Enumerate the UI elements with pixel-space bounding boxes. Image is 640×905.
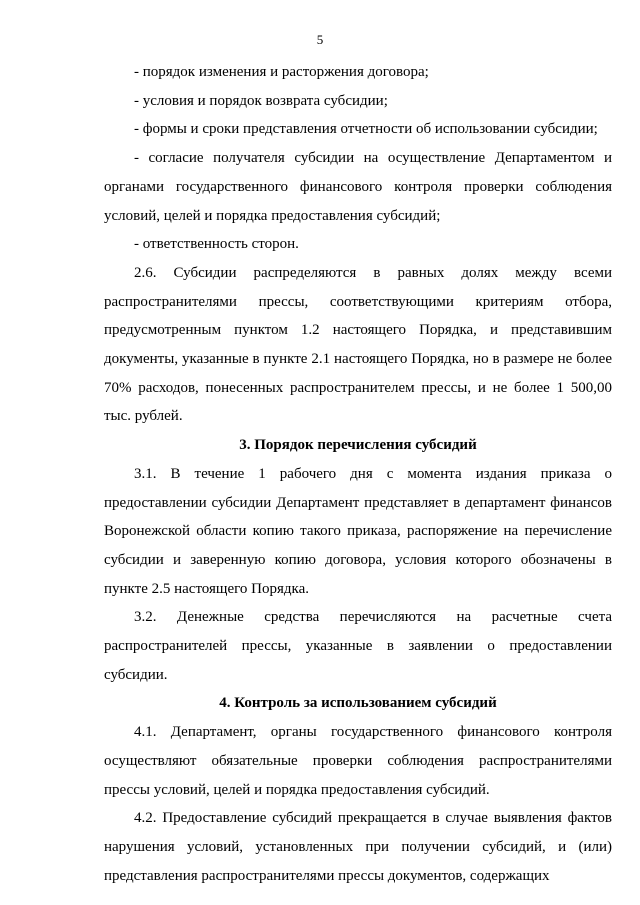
list-item-consent: - согласие получателя субсидии на осуществление Департаментом и органами государственного финансового контроля проверки соблюдения условий, целей и порядка предоставления субсидий; [104,150,612,224]
list-item-subsidy-return: - условия и порядок возврата субсидии; [134,92,388,109]
paragraph-4-1: 4.1. Департамент, органы государственного финансового контроля осуществляют обязательные проверки соблюдения распространителями прессы условий, целей и порядка предоставления субсидий. [104,724,612,798]
section-heading-4: 4. Контроль за использованием субсидий [219,695,497,712]
document-body [104,58,612,890]
page-number: 5 [316,32,324,47]
paragraph-4-2: 4.2. Предоставление субсидий прекращается в случае выявления фактов нарушения условий, установленных при получении субсидий, и (или) представления распространителями прессы документов, содержащих [104,810,612,884]
list-item-reporting: - формы и сроки представления отчетности об использовании субсидии; [134,121,598,138]
paragraph-3-2: 3.2. Денежные средства перечисляются на расчетные счета распространителей прессы, указанные в заявлении о предоставлении субсидии. [104,609,612,683]
list-item-contract-change: - порядок изменения и расторжения договора; [134,64,429,80]
section-heading-3: 3. Порядок перечисления субсидий [239,437,477,454]
paragraph-2-6: 2.6. Субсидии распределяются в равных долях между всеми распространителями прессы, соответствующими критериям отбора, предусмотренным пунктом 1.2 настоящего Порядка, и представившим документы, указанные в пункте 2.1 настоящего Порядка, но в размере не более 70% расходов, понесенных распространителем прессы, и не более 1 500,00 тыс. рублей. [104,264,612,425]
paragraph-3-1: 3.1. В течение 1 рабочего дня с момента издания приказа о предоставлении субсидии Департамент представляет в департамент финансов Воронежской области копию такого приказа, распоряжение на перечисление субсидии и заверенную копию договора, условия которого обозначены в пункте 2.5 настоящего Порядка. [104,465,612,597]
list-item-responsibility: - ответственность сторон. [134,236,299,253]
